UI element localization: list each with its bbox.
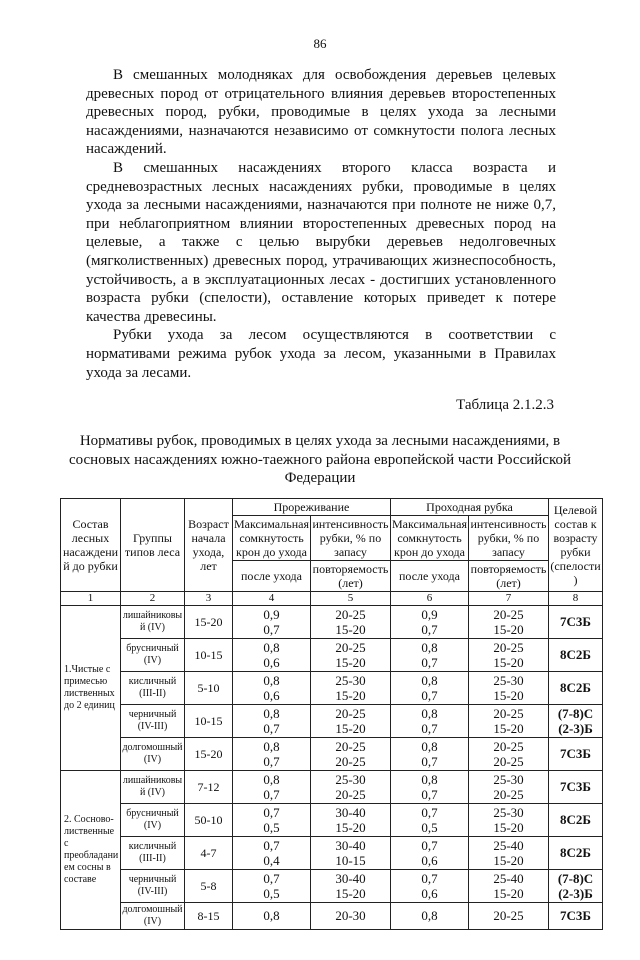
column-number: 2 xyxy=(121,591,185,605)
i2-value: 20-25 xyxy=(493,639,524,655)
d2-value: 0,5 xyxy=(421,819,438,835)
i1-value: 25-30 xyxy=(335,672,366,688)
header-intensity: интенсивность рубки, % по запасу xyxy=(312,516,389,559)
d2-value: 0,7 xyxy=(421,837,438,853)
page-number: 86 xyxy=(313,36,327,51)
i1-value: 20-25 xyxy=(335,606,366,622)
d1-value: 0,8 xyxy=(263,705,280,721)
header-composition: Состав лесных насаждений до рубки xyxy=(61,498,121,591)
value-cell xyxy=(233,770,311,803)
i1-value: 20-25 xyxy=(335,738,366,754)
i2-value: 15-20 xyxy=(493,885,524,901)
value-cell xyxy=(391,902,469,929)
d2-value: 0,7 xyxy=(421,753,438,769)
target-value: 7С3Б xyxy=(560,779,591,795)
d2-value: 0,7 xyxy=(421,870,438,886)
paragraph: В смешанных насаждениях второго класса возраста и средневозрастных лесных насаждениях рубки, проводимые в целях ухода за лесными насаждениями, назначаются при полноте не ниже 0,7, при неблагоприятном влиянии второстепенных древесных пород на целевые, а также с целью вырубки деревьев недолговечных (мягколиственных) древесных пород, утрачивающих жизнеспособность, устойчивость, а в эксплуатационных лесах - достигших установленного возраста рубки (спелости), оставление которых приведет к потере качества древесины. xyxy=(86,159,556,325)
i2-value: 15-20 xyxy=(493,654,524,670)
d1-value: 0,7 xyxy=(263,804,280,820)
d2-value: 0,8 xyxy=(421,705,438,721)
target-value: (7-8)С xyxy=(557,870,594,886)
d1-value: 0,8 xyxy=(263,738,280,754)
header-repeat: повторяемость (лет) xyxy=(469,560,549,591)
i2-value: 20-25 xyxy=(493,606,524,622)
value-cell xyxy=(469,704,549,737)
value-cell xyxy=(469,737,549,770)
i1-value: 15-20 xyxy=(335,687,366,703)
d2-value: 0,8 xyxy=(421,908,438,924)
i2-value: 20-25 xyxy=(493,753,524,769)
header-after: после ухода xyxy=(391,560,469,591)
d1-value: 0,5 xyxy=(263,885,280,901)
start-age: 4-7 xyxy=(185,836,233,869)
table-row xyxy=(61,803,603,836)
value-cell xyxy=(233,704,311,737)
d1-value: 0,7 xyxy=(263,720,280,736)
header-target-composition: Целевой состав к возрасту рубки (спелости) xyxy=(549,498,603,591)
target-composition xyxy=(549,638,603,671)
value-cell xyxy=(311,869,391,902)
d1-value: 0,6 xyxy=(263,687,280,703)
i1-value: 15-20 xyxy=(335,621,366,637)
value-cell xyxy=(391,605,469,638)
column-number: 7 xyxy=(469,591,549,605)
start-age: 15-20 xyxy=(185,737,233,770)
i1-value: 10-15 xyxy=(335,852,366,868)
value-cell xyxy=(391,836,469,869)
group-composition: 2. Сосново-лиственные с преобладанием сосны в составе xyxy=(61,770,121,929)
d2-value: 0,7 xyxy=(421,720,438,736)
start-age: 5-10 xyxy=(185,671,233,704)
value-cell xyxy=(233,737,311,770)
table-row xyxy=(61,704,603,737)
i2-value: 25-40 xyxy=(493,837,524,853)
table-row xyxy=(61,869,603,902)
d1-value: 0,4 xyxy=(263,852,280,868)
d1-value: 0,8 xyxy=(263,672,280,688)
value-cell xyxy=(391,770,469,803)
start-age: 15-20 xyxy=(185,605,233,638)
target-composition xyxy=(549,803,603,836)
i1-value: 20-25 xyxy=(335,753,366,769)
forest-type: кисличный (III-II) xyxy=(121,836,185,869)
start-age: 10-15 xyxy=(185,704,233,737)
target-value: 7С3Б xyxy=(560,908,591,924)
d2-value: 0,8 xyxy=(421,738,438,754)
i2-value: 20-25 xyxy=(493,908,524,924)
value-cell xyxy=(391,737,469,770)
header-repeat: повторяемость (лет) xyxy=(311,560,391,591)
d1-value: 0,7 xyxy=(263,870,280,886)
value-cell xyxy=(233,803,311,836)
value-cell xyxy=(233,869,311,902)
i1-value: 25-30 xyxy=(335,771,366,787)
i2-value: 25-30 xyxy=(493,672,524,688)
i2-value: 15-20 xyxy=(493,819,524,835)
header-after: после ухода xyxy=(233,560,311,591)
i1-value: 30-40 xyxy=(335,870,366,886)
d1-value: 0,7 xyxy=(263,786,280,802)
i2-value: 20-25 xyxy=(493,738,524,754)
value-cell xyxy=(469,770,549,803)
forest-type: брусничный (IV) xyxy=(121,638,185,671)
d1-value: 0,8 xyxy=(263,908,280,924)
d1-value: 0,6 xyxy=(263,654,280,670)
target-value: (2-3)Б xyxy=(558,885,593,901)
value-cell xyxy=(469,638,549,671)
value-cell xyxy=(311,638,391,671)
target-value: 7С3Б xyxy=(560,614,591,630)
table-row xyxy=(61,836,603,869)
d2-value: 0,7 xyxy=(421,786,438,802)
i1-value: 20-25 xyxy=(335,705,366,721)
i2-value: 15-20 xyxy=(493,720,524,736)
i1-value: 20-25 xyxy=(335,786,366,802)
table-row xyxy=(61,902,603,929)
value-cell xyxy=(469,605,549,638)
value-cell xyxy=(469,803,549,836)
value-cell xyxy=(311,605,391,638)
target-value: (2-3)Б xyxy=(558,720,593,736)
target-composition xyxy=(549,770,603,803)
forest-type: долгомошный (IV) xyxy=(121,737,185,770)
forest-type: кисличный (III-II) xyxy=(121,671,185,704)
table-title: Нормативы рубок, проводимых в целях ухода за лесными насаждениями, в сосновых насаждениях южно-таежного района европейской части Российской Федерации xyxy=(68,433,571,487)
table-row xyxy=(61,671,603,704)
value-cell xyxy=(391,869,469,902)
column-numbers-row xyxy=(61,591,603,605)
norms-table xyxy=(60,498,603,930)
column-number: 5 xyxy=(311,591,391,605)
value-cell xyxy=(469,902,549,929)
target-composition xyxy=(549,704,603,737)
i1-value: 15-20 xyxy=(335,885,366,901)
d1-value: 0,7 xyxy=(263,621,280,637)
d2-value: 0,6 xyxy=(421,885,438,901)
d1-value: 0,5 xyxy=(263,819,280,835)
value-cell xyxy=(391,638,469,671)
table-row xyxy=(61,605,603,638)
target-value: 8С2Б xyxy=(560,812,591,828)
group-composition: 1.Чистые с примесью лиственных до 2 единиц xyxy=(61,605,121,770)
value-cell xyxy=(233,902,311,929)
target-composition xyxy=(549,836,603,869)
d1-value: 0,8 xyxy=(263,639,280,655)
d2-value: 0,7 xyxy=(421,621,438,637)
target-value: 8С2Б xyxy=(560,680,591,696)
d2-value: 0,8 xyxy=(421,771,438,787)
value-cell xyxy=(311,704,391,737)
header-intensity: интенсивность рубки, % по запасу xyxy=(470,516,547,559)
d1-value: 0,8 xyxy=(263,771,280,787)
forest-type: долгомошный (IV) xyxy=(121,902,185,929)
header-forest-type: Группы типов леса xyxy=(121,498,185,591)
header-thinning: Прореживание xyxy=(233,498,391,515)
column-number: 8 xyxy=(549,591,603,605)
i1-value: 20-25 xyxy=(335,639,366,655)
value-cell xyxy=(391,704,469,737)
i2-value: 20-25 xyxy=(493,705,524,721)
d2-value: 0,8 xyxy=(421,672,438,688)
body-text xyxy=(86,66,556,382)
target-composition xyxy=(549,605,603,638)
value-cell xyxy=(233,836,311,869)
value-cell xyxy=(311,803,391,836)
d2-value: 0,9 xyxy=(421,606,438,622)
i1-value: 20-30 xyxy=(335,908,366,924)
target-value: 8С2Б xyxy=(560,845,591,861)
value-cell xyxy=(469,671,549,704)
forest-type: брусничный (IV) xyxy=(121,803,185,836)
forest-type: черничный (IV-III) xyxy=(121,869,185,902)
i2-value: 25-30 xyxy=(493,771,524,787)
table-label: Таблица 2.1.2.3 xyxy=(456,397,554,414)
value-cell xyxy=(311,671,391,704)
d2-value: 0,8 xyxy=(421,639,438,655)
target-value: (7-8)С xyxy=(557,705,594,721)
value-cell xyxy=(311,902,391,929)
i2-value: 25-30 xyxy=(493,804,524,820)
i2-value: 20-25 xyxy=(493,786,524,802)
header-max-density: Максимальная сомкнутость крон до ухода xyxy=(392,516,467,559)
header-age: Возраст начала ухода, лет xyxy=(185,498,233,591)
column-number: 4 xyxy=(233,591,311,605)
target-composition xyxy=(549,737,603,770)
column-number: 6 xyxy=(391,591,469,605)
value-cell xyxy=(391,803,469,836)
i2-value: 15-20 xyxy=(493,852,524,868)
column-number: 3 xyxy=(185,591,233,605)
start-age: 10-15 xyxy=(185,638,233,671)
d1-value: 0,7 xyxy=(263,753,280,769)
i1-value: 15-20 xyxy=(335,654,366,670)
value-cell xyxy=(233,638,311,671)
start-age: 8-15 xyxy=(185,902,233,929)
value-cell xyxy=(469,836,549,869)
d2-value: 0,7 xyxy=(421,804,438,820)
value-cell xyxy=(233,671,311,704)
forest-type: лишайниковый (IV) xyxy=(121,605,185,638)
start-age: 50-10 xyxy=(185,803,233,836)
value-cell xyxy=(233,605,311,638)
paragraph: Рубки ухода за лесом осуществляются в соответствии с нормативами режима рубок ухода за лесом, указанными в Правилах ухода за лесами. xyxy=(86,327,556,381)
i2-value: 15-20 xyxy=(493,621,524,637)
value-cell xyxy=(391,671,469,704)
table-row xyxy=(61,638,603,671)
value-cell xyxy=(311,737,391,770)
i1-value: 30-40 xyxy=(335,837,366,853)
i1-value: 15-20 xyxy=(335,720,366,736)
header-max-density: Максимальная сомкнутость крон до ухода xyxy=(234,516,309,559)
start-age: 5-8 xyxy=(185,869,233,902)
target-composition xyxy=(549,869,603,902)
start-age: 7-12 xyxy=(185,770,233,803)
column-number: 1 xyxy=(61,591,121,605)
forest-type: черничный (IV-III) xyxy=(121,704,185,737)
target-composition xyxy=(549,671,603,704)
paragraph: В смешанных молодняках для освобождения деревьев целевых древесных пород от отрицательного влияния деревьев второстепенных древесных пород, рубки, проводимые в целях ухода за лесными насаждениями, назначаются независимо от сомкнутости полога лесных насаждений. xyxy=(86,67,556,158)
d1-value: 0,9 xyxy=(263,606,280,622)
i1-value: 15-20 xyxy=(335,819,366,835)
value-cell xyxy=(469,869,549,902)
i1-value: 30-40 xyxy=(335,804,366,820)
table-row xyxy=(61,737,603,770)
d2-value: 0,7 xyxy=(421,654,438,670)
table-row xyxy=(61,770,603,803)
target-value: 7С3Б xyxy=(560,746,591,762)
i2-value: 15-20 xyxy=(493,687,524,703)
forest-type: лишайниковый (IV) xyxy=(121,770,185,803)
d1-value: 0,7 xyxy=(263,837,280,853)
target-composition xyxy=(549,902,603,929)
d2-value: 0,7 xyxy=(421,687,438,703)
header-passage-cut: Проходная рубка xyxy=(391,498,549,515)
target-value: 8С2Б xyxy=(560,647,591,663)
value-cell xyxy=(311,770,391,803)
value-cell xyxy=(311,836,391,869)
d2-value: 0,6 xyxy=(421,852,438,868)
i2-value: 25-40 xyxy=(493,870,524,886)
